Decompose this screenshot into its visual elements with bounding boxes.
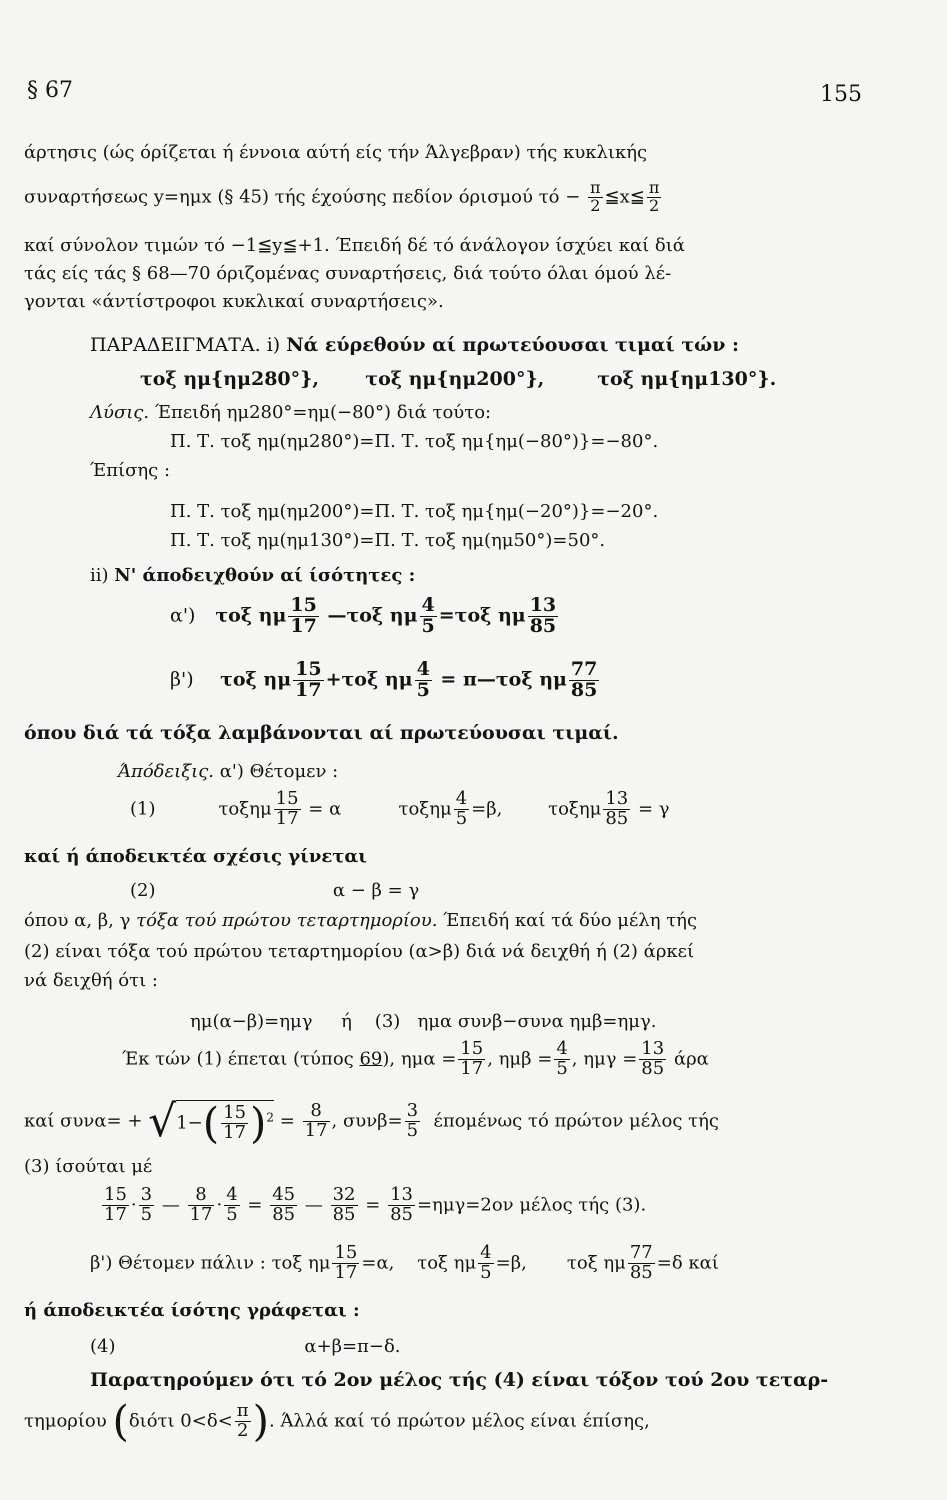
- text-line: ή άποδεικτέα ίσότης γράφεται :: [24, 1300, 360, 1321]
- text-line: Παρατηρούμεν ότι τό 2ον μέλος τής (4) είναι τόξον τού 2ου τεταρ-: [90, 1369, 829, 1391]
- text-line: Έπίσης :: [90, 460, 171, 481]
- fraction: $\frac{13}{85}$: [390, 1184, 413, 1225]
- fraction: $\frac{15}{17}$: [290, 594, 317, 637]
- examples-heading: ΠΑΡΑΔΕΙΓΜΑΤΑ. i) Νά εύρεθούν αί πρωτεύουσαι τιμαί τών :: [90, 334, 740, 356]
- equation-2: (2) α − β = γ: [130, 880, 420, 901]
- text-line: καί ή άποδεικτέα σχέσις γίνεται: [24, 846, 367, 867]
- text-line: τάς είς τάς § 68—70 όριζομένας συναρτήσεις, διά τούτο όλαι όμού λέ-: [24, 263, 672, 284]
- fraction: $\frac{15}{17}$: [104, 1184, 127, 1225]
- fraction: $\frac{13}{85}$: [529, 594, 557, 637]
- text-line: άρτησις (ώς όρίζεται ή έννοια αύτή είς τήν Άλγεβραν) τής κυκλικής: [24, 142, 648, 163]
- identity-beta: β') τοξ ημ $\frac{15}{17}$ +τοξ ημ $\frac{4}{5}$ = π—τοξ ημ $\frac{77}{85}$: [170, 658, 598, 701]
- equation: Π. Τ. τοξ ημ(ημ200°)=Π. Τ. τοξ ημ{ημ(−20°)}=−20°.: [170, 501, 659, 522]
- section-number: § 67: [27, 78, 73, 103]
- identity-alpha: α') τοξ ημ $\frac{15}{17}$ —τοξ ημ $\frac{4}{5}$ =τοξ ημ $\frac{13}{85}$: [170, 594, 557, 637]
- fraction: $\frac{3}{5}$: [406, 1100, 419, 1141]
- fraction: $\frac{8}{17}$: [189, 1184, 213, 1225]
- fraction: $\frac{32}{85}$: [332, 1184, 356, 1225]
- fraction: $\frac{13}{85}$: [641, 1038, 665, 1079]
- fraction: $\frac{15}{17}$: [275, 788, 299, 829]
- fraction: $\frac{15}{17}$: [334, 1242, 358, 1283]
- ii-heading: ii) Ν' άποδειχθούν αί ίσότητες :: [90, 565, 416, 586]
- fraction: $\frac{3}{5}$: [140, 1184, 153, 1225]
- fraction: $\frac{4}{5}$: [421, 594, 435, 637]
- text-line: καί συνα= + √1−( $\frac{15}{17}$ )$^2$ = $\frac{8}{17}$ , συνβ= $\frac{3}{5}$ έπομένως τό πρώτον μέλος τής: [24, 1095, 719, 1148]
- fraction: $\frac{\pi}{2}$: [590, 178, 601, 215]
- text-line: (2) είναι τόξα τού πρώτου τεταρτημορίου (α>β) διά νά δειχθή ή (2) άρκεί: [24, 941, 695, 962]
- text-line: όπου α, β, γ τόξα τού πρώτου τεταρτημορίου. Έπειδή καί τά δύο μέλη τής: [24, 910, 698, 931]
- equation-3: ημ(α−β)=ημγ ή (3) ημα συνβ−συνα ημβ=ημγ.: [190, 1011, 657, 1032]
- text-line: όπου διά τά τόξα λαμβάνονται αί πρωτεύουσαι τιμαί.: [24, 722, 619, 744]
- text-line: νά δειχθή ότι :: [24, 970, 158, 991]
- equation-long: $\frac{15}{17}$ · $\frac{3}{5}$ — $\frac{8}{17}$ · $\frac{4}{5}$ = $\frac{45}{85}$ — $\frac{32}{85}$ = $\frac{13}{85}$ =ημγ=2ον μέλος τής (3).: [104, 1184, 647, 1225]
- text-line: τημορίου (διότι 0<δ< $\frac{\pi}{2}$ ). Άλλά καί τό πρώτον μέλος είναι έπίσης,: [24, 1396, 650, 1446]
- text-line: καί σύνολον τιμών τό −1≦y≦+1. Έπειδή δέ τό άνάλογον ίσχύει καί διά: [24, 235, 685, 256]
- fraction: $\frac{\pi}{2}$: [236, 1400, 249, 1441]
- fraction: $\frac{4}{5}$: [556, 1038, 568, 1079]
- fraction: $\frac{15}{17}$: [223, 1102, 247, 1143]
- text-line: Έκ τών (1) έπεται (τύπος 69), ημα = $\frac{15}{17}$ , ημβ = $\frac{4}{5}$ , ημγ = $\frac{13}{85}$ άρα: [122, 1038, 709, 1079]
- fraction: $\frac{13}{85}$: [605, 788, 629, 829]
- fraction: $\frac{8}{17}$: [304, 1100, 328, 1141]
- fraction: $\frac{4}{5}$: [416, 658, 430, 701]
- fraction: $\frac{15}{17}$: [295, 658, 322, 701]
- equation-4: (4) α+β=π−δ.: [90, 1336, 401, 1357]
- equation: Π. Τ. τοξ ημ(ημ280°)=Π. Τ. τοξ ημ{ημ(−80°)}=−80°.: [170, 431, 659, 452]
- proof-heading: Άπόδειξις. α') Θέτομεν :: [118, 761, 339, 782]
- equation: Π. Τ. τοξ ημ(ημ130°)=Π. Τ. τοξ ημ(ημ50°)=50°.: [170, 530, 606, 551]
- fraction: $\frac{4}{5}$: [226, 1184, 238, 1225]
- fraction: $\frac{45}{85}$: [272, 1184, 296, 1225]
- fraction: $\frac{77}{85}$: [629, 1242, 653, 1283]
- page-number: 155: [820, 82, 862, 107]
- text-line: (3) ίσούται μέ: [24, 1156, 153, 1177]
- text-line: β') Θέτομεν πάλιν : τοξ ημ $\frac{15}{17}$ =α, τοξ ημ $\frac{4}{5}$ =β, τοξ ημ $\frac{77}{85}$ =δ καί: [90, 1242, 719, 1283]
- fraction: $\frac{4}{5}$: [455, 788, 468, 829]
- fraction: $\frac{4}{5}$: [480, 1242, 492, 1283]
- fraction: $\frac{\pi}{2}$: [648, 178, 660, 215]
- text-line: συναρτήσεως y=ημx (§ 45) τής έχούσης πεδίον όρισμού τό − $\frac{\pi}{2}$ ≦x≦ $\frac{\pi}{2}$: [24, 178, 660, 215]
- example-expressions: τοξ ημ{ημ280°}, τοξ ημ{ημ200°}, τοξ ημ{ημ130°}.: [140, 368, 777, 390]
- fraction: $\frac{77}{85}$: [570, 658, 598, 701]
- equation-1: (1) τοξημ $\frac{15}{17}$ = α τοξημ $\frac{4}{5}$ =β, τοξημ $\frac{13}{85}$ = γ: [130, 788, 670, 829]
- text-line: γονται «άντίστροφοι κυκλικαί συναρτήσεις».: [24, 291, 444, 312]
- fraction: $\frac{15}{17}$: [460, 1038, 484, 1079]
- square-root: √1−( $\frac{15}{17}$ )$^2$: [148, 1095, 275, 1148]
- lysis-line: Λύσις. Έπειδή ημ280°=ημ(−80°) διά τούτο:: [90, 402, 492, 423]
